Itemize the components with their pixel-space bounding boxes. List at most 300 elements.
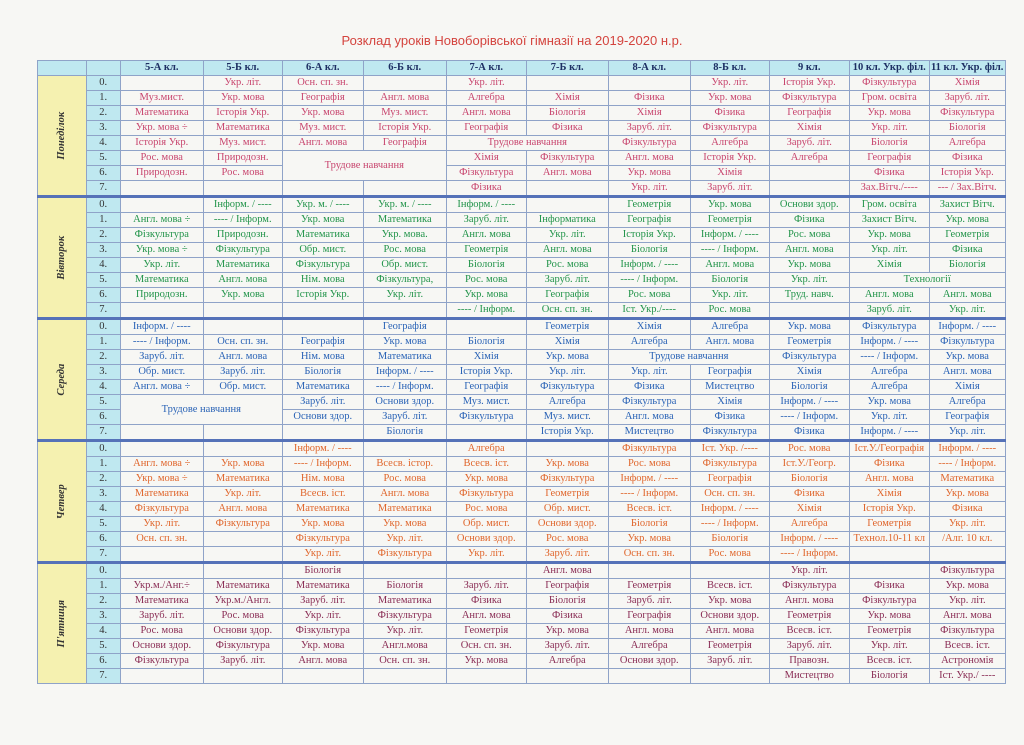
lesson-cell: Заруб. літ.	[769, 136, 849, 151]
lesson-cell: Геометрія	[446, 243, 526, 258]
lesson-cell	[769, 303, 849, 319]
lesson-cell: Фізкультура	[282, 624, 363, 639]
lesson-cell: Англ. мова	[363, 487, 446, 502]
lesson-cell: Англ. мова	[526, 243, 608, 258]
lesson-cell: Заруб. літ.	[203, 654, 282, 669]
lesson-cell: Хімія	[849, 258, 929, 273]
lesson-cell: Укр. літ.	[769, 563, 849, 579]
lesson-cell: Заруб. літ.	[282, 395, 363, 410]
lesson-cell	[203, 563, 282, 579]
lesson-cell: Географія	[526, 288, 608, 303]
lesson-cell: Фізкультура	[120, 228, 203, 243]
schedule-row	[38, 594, 1006, 609]
lesson-cell: Фізика	[849, 166, 929, 181]
lesson-cell: Муз. мист.	[203, 136, 282, 151]
lesson-cell: Математика	[363, 502, 446, 517]
lesson-cell: Англ. мова	[929, 365, 1005, 380]
lesson-cell: Фізкультура	[526, 472, 608, 487]
lesson-cell: Укр. літ.	[446, 547, 526, 563]
lesson-cell: Фізика	[446, 181, 526, 197]
lesson-cell	[608, 76, 690, 91]
lesson-cell	[363, 441, 446, 457]
lesson-cell	[526, 76, 608, 91]
lesson-cell	[363, 181, 446, 197]
lesson-cell: Астрономія	[929, 654, 1005, 669]
lesson-cell: Фізкультура	[203, 243, 282, 258]
lesson-number: 3.	[86, 609, 120, 624]
lesson-cell: Англ. мова	[446, 228, 526, 243]
lesson-cell: Англ. мова	[769, 243, 849, 258]
lesson-cell: Рос. мова	[769, 228, 849, 243]
lesson-cell	[769, 166, 849, 181]
lesson-cell: Геометрія	[526, 319, 608, 335]
lesson-cell: Іст. Укр. /----	[690, 441, 769, 457]
class-header: 7-Б кл.	[526, 61, 608, 76]
lesson-cell: Іст. Укр./ ----	[929, 669, 1005, 684]
lesson-cell: ---- / Інформ.	[690, 517, 769, 532]
lesson-cell: Укр. м. / ----	[282, 197, 363, 213]
lesson-cell: Англ. мова ÷	[120, 457, 203, 472]
lesson-cell: Алгебра	[849, 380, 929, 395]
lesson-cell: Заруб. літ.	[608, 121, 690, 136]
lesson-cell: Іст.У./Геогр.	[769, 457, 849, 472]
lesson-number: 0.	[86, 197, 120, 213]
lesson-cell: Укр. мова	[282, 106, 363, 121]
lesson-number: 1.	[86, 579, 120, 594]
lesson-cell: Укр. мова	[929, 579, 1005, 594]
lesson-number: 3.	[86, 243, 120, 258]
lesson-cell	[690, 563, 769, 579]
lesson-cell: Математика	[120, 487, 203, 502]
lesson-cell	[929, 547, 1005, 563]
lesson-cell: Природозн.	[203, 151, 282, 166]
lesson-number: 2.	[86, 228, 120, 243]
lesson-cell: Укр. мова.	[363, 228, 446, 243]
lesson-cell: Біологія	[282, 563, 363, 579]
lesson-cell: Хімія	[769, 365, 849, 380]
lesson-cell: Обр. мист.	[363, 258, 446, 273]
lesson-cell: Заруб. літ.	[526, 273, 608, 288]
lesson-number: 5.	[86, 639, 120, 654]
lesson-cell: Географія	[608, 213, 690, 228]
lesson-cell: Основи здор.	[526, 517, 608, 532]
lesson-cell: Математика	[203, 579, 282, 594]
lesson-cell: Заруб. літ.	[929, 91, 1005, 106]
lesson-cell: Алгебра	[929, 395, 1005, 410]
class-header: 6-Б кл.	[363, 61, 446, 76]
lesson-cell: Математика	[203, 472, 282, 487]
lesson-cell: Хімія	[690, 166, 769, 181]
lesson-cell: Обр. мист.	[282, 243, 363, 258]
lesson-cell: Укр. мова	[363, 335, 446, 350]
schedule-row	[38, 181, 1006, 197]
lesson-cell: Англ. мова	[608, 624, 690, 639]
lesson-cell: Алгебра	[608, 335, 690, 350]
lesson-cell: Математика	[363, 213, 446, 228]
lesson-cell: Укр. літ.	[608, 181, 690, 197]
lesson-cell: Фізкультура	[690, 121, 769, 136]
lesson-cell: Заруб. літ.	[446, 213, 526, 228]
lesson-cell: ---- / Інформ.	[690, 243, 769, 258]
lesson-cell: Фізкультура,	[363, 273, 446, 288]
lesson-cell: Історія Укр.	[929, 166, 1005, 181]
lesson-cell: Заруб. літ.	[849, 303, 929, 319]
lesson-cell: Заруб. літ.	[526, 547, 608, 563]
lesson-cell: Укр. літ.	[282, 547, 363, 563]
lesson-cell: Історія Укр.	[690, 151, 769, 166]
lesson-cell: Фізика	[929, 502, 1005, 517]
lesson-cell: Укр. літ.	[608, 365, 690, 380]
lesson-cell: Алгебра	[769, 517, 849, 532]
lesson-cell	[849, 547, 929, 563]
lesson-cell: Географія	[608, 609, 690, 624]
lesson-cell: Геометрія	[849, 624, 929, 639]
schedule-row	[38, 151, 1006, 166]
lesson-cell: Інформ. / ----	[929, 441, 1005, 457]
lesson-cell: Біологія	[608, 517, 690, 532]
lesson-cell: Фізкультура	[849, 76, 929, 91]
lesson-cell: Геометрія	[690, 213, 769, 228]
lesson-cell: Зах.Вітч./----	[849, 181, 929, 197]
lesson-cell: Рос. мова	[120, 151, 203, 166]
lesson-cell: Англ. мова	[526, 563, 608, 579]
schedule-table	[37, 60, 1006, 684]
lesson-cell: Англ. мова	[849, 288, 929, 303]
lesson-cell: Укр. літ.	[769, 273, 849, 288]
lesson-cell: Географія	[282, 91, 363, 106]
lesson-cell: Укр. літ.	[282, 609, 363, 624]
lesson-cell	[203, 669, 282, 684]
lesson-cell: Трудове навчання	[120, 395, 282, 425]
lesson-cell: Всесв. іст.	[849, 654, 929, 669]
lesson-number: 1.	[86, 213, 120, 228]
lesson-cell: Історія Укр.	[120, 136, 203, 151]
lesson-cell: Укр. літ.	[929, 425, 1005, 441]
lesson-cell: Геометрія	[446, 624, 526, 639]
schedule-row	[38, 258, 1006, 273]
lesson-cell: Фізкультура	[929, 624, 1005, 639]
lesson-cell: Інформ. / ----	[608, 258, 690, 273]
lesson-cell: Обр. мист.	[120, 365, 203, 380]
lesson-cell	[203, 532, 282, 547]
lesson-cell: Географія	[363, 136, 446, 151]
lesson-cell: Трудове навчання	[446, 136, 608, 151]
lesson-cell: Укр. літ.	[690, 76, 769, 91]
lesson-cell: Всесв. іст.	[690, 579, 769, 594]
lesson-cell	[608, 669, 690, 684]
lesson-number: 6.	[86, 166, 120, 181]
lesson-cell: Укр. мова	[849, 106, 929, 121]
lesson-cell: Осн. сп. зн.	[203, 335, 282, 350]
lesson-cell: Захист Вітч.	[849, 213, 929, 228]
day-label	[38, 197, 87, 319]
lesson-cell: Біологія	[690, 273, 769, 288]
lesson-cell: Математика	[120, 106, 203, 121]
lesson-cell: Укр. мова	[608, 166, 690, 181]
lesson-cell: Фізкультура	[446, 166, 526, 181]
lesson-cell: Основи здор.	[282, 410, 363, 425]
lesson-cell: Хімія	[608, 319, 690, 335]
lesson-cell: Основи здор.	[203, 624, 282, 639]
lesson-number: 0.	[86, 319, 120, 335]
lesson-cell	[203, 547, 282, 563]
lesson-number: 7.	[86, 547, 120, 563]
lesson-cell: Укр. мова	[608, 532, 690, 547]
class-header: 8-Б кл.	[690, 61, 769, 76]
lesson-cell: Заруб. літ.	[526, 639, 608, 654]
lesson-cell: Укр. мова	[363, 517, 446, 532]
lesson-cell: Інформ. / ----	[849, 425, 929, 441]
lesson-cell: Історія Укр.	[608, 228, 690, 243]
lesson-cell: Географія	[769, 106, 849, 121]
day-label	[38, 76, 87, 197]
class-header: 11 кл. Укр. філ.	[929, 61, 1005, 76]
lesson-cell	[608, 563, 690, 579]
day-label	[38, 319, 87, 441]
lesson-cell: Фізика	[769, 213, 849, 228]
schedule-row	[38, 228, 1006, 243]
lesson-cell: Інформ. / ----	[690, 502, 769, 517]
lesson-cell: Фізкультура	[282, 258, 363, 273]
corner-cell	[38, 61, 87, 76]
schedule-row	[38, 517, 1006, 532]
lesson-cell: ---- / Інформ.	[363, 380, 446, 395]
lesson-cell: Фізика	[608, 91, 690, 106]
lesson-cell: Біологія	[446, 335, 526, 350]
lesson-cell: Хімія	[608, 106, 690, 121]
lesson-cell	[690, 669, 769, 684]
lesson-cell	[203, 303, 282, 319]
lesson-cell: Фізкультура	[929, 563, 1005, 579]
lesson-cell: Математика	[929, 472, 1005, 487]
lesson-number: 6.	[86, 288, 120, 303]
lesson-cell: Фізкультура	[769, 91, 849, 106]
lesson-cell: Геометрія	[526, 487, 608, 502]
lesson-number: 6.	[86, 532, 120, 547]
lesson-cell	[446, 563, 526, 579]
lesson-cell: Укр. мова	[526, 457, 608, 472]
lesson-cell: Рос. мова	[363, 243, 446, 258]
schedule-row	[38, 425, 1006, 441]
lesson-cell: Укр. літ.	[203, 487, 282, 502]
lesson-cell: Укр. мова	[929, 487, 1005, 502]
lesson-cell: Хімія	[446, 151, 526, 166]
lesson-cell: Фізика	[849, 579, 929, 594]
lesson-cell: Муз.мист.	[120, 91, 203, 106]
lesson-cell: Історія Укр.	[849, 502, 929, 517]
day-name: П'ятниця	[56, 599, 68, 648]
lesson-cell: Осн. сп. зн.	[446, 639, 526, 654]
lesson-cell: ---- / Інформ.	[608, 487, 690, 502]
lesson-number: 3.	[86, 365, 120, 380]
lesson-cell: Осн. сп. зн.	[526, 303, 608, 319]
lesson-cell: Укр. мова	[446, 654, 526, 669]
lesson-cell	[120, 547, 203, 563]
lesson-cell: Заруб. літ.	[282, 594, 363, 609]
class-header: 5-Б кл.	[203, 61, 282, 76]
lesson-cell: Заруб. літ.	[608, 594, 690, 609]
lesson-cell: Обр. мист.	[446, 517, 526, 532]
lesson-cell: Геометрія	[849, 517, 929, 532]
lesson-cell: Укр. мова ÷	[120, 243, 203, 258]
lesson-cell: Трудове навчання	[608, 350, 769, 365]
lesson-cell: Муз. мист.	[363, 106, 446, 121]
lesson-cell: Фізика	[690, 106, 769, 121]
lesson-cell: Фізика	[769, 425, 849, 441]
lesson-cell: Історія Укр.	[363, 121, 446, 136]
lesson-cell: Заруб. літ.	[769, 639, 849, 654]
lesson-number: 4.	[86, 502, 120, 517]
lesson-cell: Геометрія	[769, 335, 849, 350]
lesson-cell: Фізика	[849, 457, 929, 472]
lesson-number: 5.	[86, 517, 120, 532]
lesson-cell: Укр. мова ÷	[120, 121, 203, 136]
lesson-cell: Обр. мист.	[526, 502, 608, 517]
lesson-cell: Інформ. / ----	[849, 335, 929, 350]
lesson-cell: Укр. мова	[929, 350, 1005, 365]
lesson-cell: Математика	[203, 121, 282, 136]
lesson-cell: Заруб. літ.	[690, 181, 769, 197]
lesson-cell: Всесв. іст.	[769, 624, 849, 639]
lesson-cell: Географія	[929, 410, 1005, 425]
class-header: 10 кл. Укр. філ.	[849, 61, 929, 76]
lesson-cell	[446, 319, 526, 335]
lesson-cell: Фізкультура	[120, 502, 203, 517]
lesson-cell: Геометрія	[608, 579, 690, 594]
lesson-cell: Укр. літ.	[690, 288, 769, 303]
lesson-cell: Англ. мова	[203, 502, 282, 517]
lesson-cell: Укр. мова	[446, 288, 526, 303]
lesson-cell: Алгебра	[446, 441, 526, 457]
schedule-row	[38, 395, 1006, 410]
lesson-cell: Всесв. істор.	[363, 457, 446, 472]
schedule-row	[38, 288, 1006, 303]
lesson-cell: Рос. мова	[120, 624, 203, 639]
day-name: Понеділок	[56, 111, 68, 160]
lesson-cell	[363, 669, 446, 684]
lesson-cell: Рос. мова	[526, 532, 608, 547]
lesson-cell: Хімія	[929, 76, 1005, 91]
lesson-cell: Фізкультура	[769, 579, 849, 594]
lesson-cell: Фізика	[769, 487, 849, 502]
lesson-cell: Біологія	[849, 669, 929, 684]
lesson-cell: Англ. мова	[690, 335, 769, 350]
lesson-cell: Географія	[690, 365, 769, 380]
class-header: 9 кл.	[769, 61, 849, 76]
lesson-cell: Фізика	[929, 151, 1005, 166]
lesson-cell: Хімія	[526, 335, 608, 350]
schedule-row	[38, 106, 1006, 121]
lesson-cell: Основи здор.	[446, 532, 526, 547]
lesson-cell: Рос. мова	[526, 258, 608, 273]
lesson-cell: ---- / Інформ.	[282, 457, 363, 472]
lesson-cell: Іст.У./Географія	[849, 441, 929, 457]
lesson-cell: Англ. мова	[446, 106, 526, 121]
lesson-cell: Фізкультура	[526, 380, 608, 395]
lesson-cell: Основи здор.	[769, 197, 849, 213]
lesson-cell	[203, 441, 282, 457]
lesson-number: 2.	[86, 472, 120, 487]
lesson-number: 3.	[86, 487, 120, 502]
lesson-cell: Основи здор.	[120, 639, 203, 654]
lesson-cell: Труд. навч.	[769, 288, 849, 303]
lesson-cell: Фізкультура	[363, 547, 446, 563]
lesson-cell: Англ. мова	[769, 594, 849, 609]
lesson-cell: Укр. літ.	[849, 639, 929, 654]
lesson-cell: Англ. мова	[203, 273, 282, 288]
lesson-cell	[526, 181, 608, 197]
lesson-cell: Інформ. / ----	[769, 532, 849, 547]
lesson-cell: Укр. мова	[690, 594, 769, 609]
lesson-cell: Англ. мова	[690, 258, 769, 273]
lesson-number: 2.	[86, 106, 120, 121]
lesson-number: 7.	[86, 303, 120, 319]
day-name: Середа	[56, 363, 68, 396]
lesson-cell: Природозн.	[120, 288, 203, 303]
lesson-cell: Біологія	[446, 258, 526, 273]
lesson-cell: Укр. мова	[690, 91, 769, 106]
lesson-cell: Фізика	[526, 609, 608, 624]
lesson-cell: Муз. мист.	[526, 410, 608, 425]
class-header: 8-А кл.	[608, 61, 690, 76]
lesson-number: 6.	[86, 654, 120, 669]
lesson-cell: Фізика	[690, 410, 769, 425]
schedule-row	[38, 502, 1006, 517]
lesson-cell: Алгебра	[608, 639, 690, 654]
lesson-cell: Біологія	[929, 121, 1005, 136]
schedule-row	[38, 213, 1006, 228]
lesson-cell: Рос. мова	[446, 502, 526, 517]
lesson-cell: Біологія	[526, 594, 608, 609]
lesson-number: 3.	[86, 121, 120, 136]
lesson-cell: Англ. мова	[526, 166, 608, 181]
lesson-cell: Історія Укр.	[526, 425, 608, 441]
lesson-cell: Англ. мова	[608, 151, 690, 166]
lesson-cell	[120, 441, 203, 457]
lesson-cell: Фізкультура	[203, 517, 282, 532]
schedule-row	[38, 273, 1006, 288]
lesson-number: 1.	[86, 91, 120, 106]
lesson-cell: Англ. мова	[929, 609, 1005, 624]
lesson-cell: Укр.м./Анг.÷	[120, 579, 203, 594]
lesson-cell: Заруб. літ.	[120, 350, 203, 365]
lesson-cell: Осн. сп. зн.	[608, 547, 690, 563]
lesson-cell	[526, 669, 608, 684]
lesson-cell: Математика	[363, 594, 446, 609]
lesson-cell: Фізкультура	[769, 350, 849, 365]
class-header: 5-А кл.	[120, 61, 203, 76]
lesson-cell: Історія Укр.	[769, 76, 849, 91]
lesson-cell: Біологія	[363, 425, 446, 441]
lesson-cell: Біологія	[769, 380, 849, 395]
lesson-cell: Математика	[363, 350, 446, 365]
lesson-cell	[446, 425, 526, 441]
lesson-cell: --- / Зах.Вітч.	[929, 181, 1005, 197]
lesson-cell: Укр. мова	[849, 228, 929, 243]
lesson-cell: Фізика	[929, 243, 1005, 258]
schedule-row	[38, 654, 1006, 669]
lesson-number: 0.	[86, 76, 120, 91]
lesson-cell: Захист Вітч.	[929, 197, 1005, 213]
lesson-cell: Укр. літ.	[526, 365, 608, 380]
lesson-cell: Фізкультура	[929, 335, 1005, 350]
lesson-cell: Математика	[282, 228, 363, 243]
schedule-row	[38, 166, 1006, 181]
schedule-row	[38, 197, 1006, 213]
lesson-number: 5.	[86, 395, 120, 410]
lesson-cell: Фізкультура	[608, 441, 690, 457]
lesson-cell: ---- / Інформ.	[849, 350, 929, 365]
